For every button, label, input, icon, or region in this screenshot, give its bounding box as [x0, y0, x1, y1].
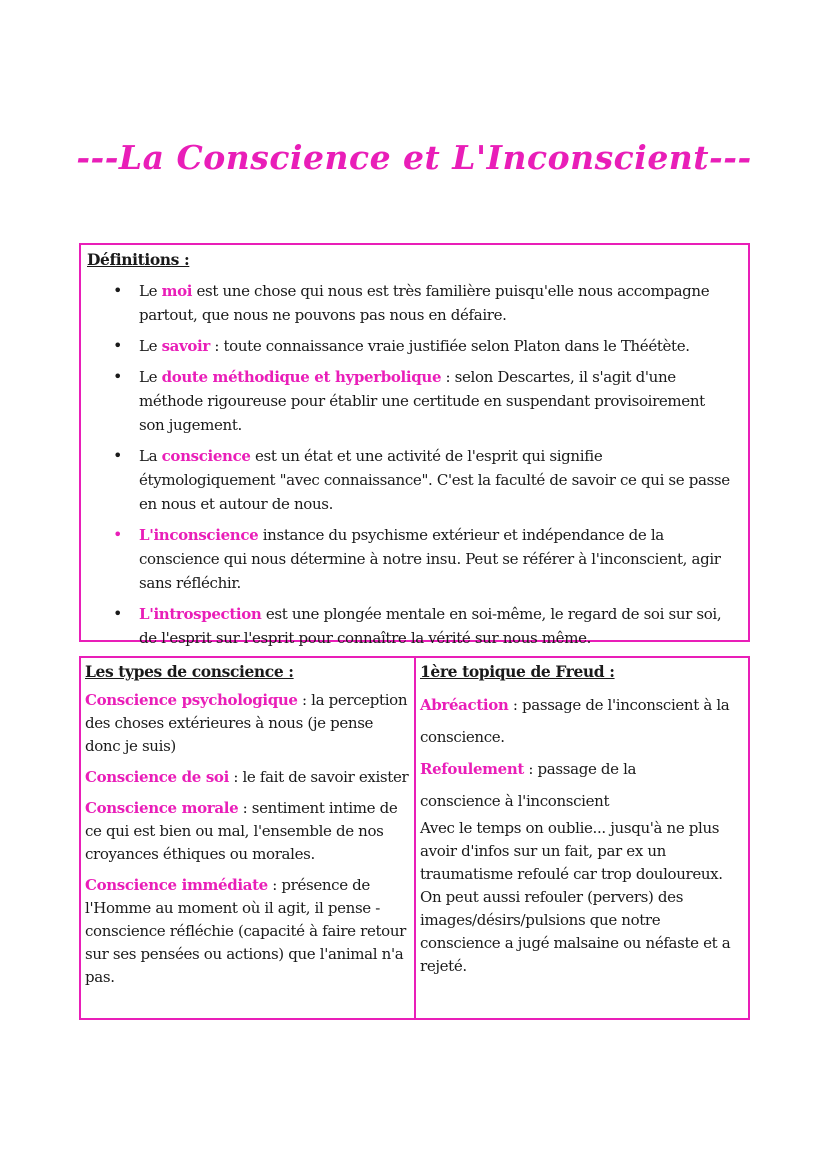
definition-term: savoir: [161, 337, 210, 355]
definitions-box: [79, 243, 750, 647]
definition-term: L'inconscience: [139, 526, 259, 544]
definitions-list: [87, 279, 742, 650]
definition-term: moi: [161, 282, 193, 300]
refoulement-item: Refoulement : passage de la: [420, 760, 637, 778]
type-item: Conscience psychologique : la perception des choses extérieures à nous (je pense donc je suis): [85, 691, 408, 755]
type-term: Conscience morale: [85, 799, 239, 817]
bullet-icon: •: [113, 604, 123, 623]
type-item: Conscience morale : sentiment intime de ce qui est bien ou mal, l'ensemble de nos croyances éthiques ou morales.: [85, 799, 398, 863]
type-term: Conscience immédiate: [85, 876, 268, 894]
definition-term: L'introspection: [139, 605, 262, 623]
definition-item: • L'inconscience instance du psychisme extérieur et indépendance de la conscience qui nous détermine à notre insu. Peut se référer à l'inconscient, agir sans réfléchir.: [113, 525, 721, 592]
type-term: Conscience de soi: [85, 768, 229, 786]
abreaction-item-cont: conscience.: [420, 728, 505, 746]
type-item: Conscience immédiate : présence de l'Homme au moment où il agit, il pense - conscience réfléchie (capacité à faire retour sur ses pensées ou actions) que l'animal n'a pas.: [85, 876, 406, 986]
definition-term: doute méthodique et hyperbolique: [161, 368, 442, 386]
refoulement-item-cont: conscience à l'inconscient: [420, 792, 610, 810]
page-title: ---La Conscience et L'Inconscient---: [76, 138, 752, 177]
abreaction-term: Abréaction: [420, 696, 509, 714]
definition-term: conscience: [161, 447, 251, 465]
definition-item: • L'introspection est une plongée mentale en soi-même, le regard de soi sur soi, de l'esprit sur l'esprit pour connaître la vérité sur nous même.: [113, 604, 722, 647]
definition-item: • Le savoir : toute connaissance vraie justifiée selon Platon dans le Théétète.: [87, 334, 742, 358]
type-item: Conscience de soi : le fait de savoir exister: [85, 768, 409, 786]
bullet-icon: •: [113, 446, 123, 465]
freud-note: Avec le temps on oublie... jusqu'à ne plus avoir d'infos sur un fait, par ex un traumatisme refoulé car trop douloureux. On peut aussi refouler (pervers) des images/désirs/pulsions que notre conscience a jugé malsaine ou néfaste et a rejeté.: [420, 819, 731, 975]
definition-item: • Le doute méthodique et hyperbolique : selon Descartes, il s'agit d'une méthode rigoureuse pour établir une certitude en suspendant provisoirement son jugement.: [113, 367, 705, 434]
freud-column: [416, 658, 748, 1018]
bullet-icon: •: [113, 367, 123, 386]
bullet-icon: •: [113, 525, 123, 544]
types-column: [81, 658, 416, 1018]
abreaction-item: Abréaction : passage de l'inconscient à la: [420, 696, 730, 714]
definitions-heading: Définitions :: [87, 250, 190, 269]
bullet-icon: •: [113, 281, 123, 300]
refoulement-term: Refoulement: [420, 760, 525, 778]
bullet-icon: •: [113, 336, 123, 355]
types-heading: Les types de conscience :: [85, 662, 294, 681]
summary-table: [79, 656, 750, 1020]
definition-item: • La conscience est un état et une activité de l'esprit qui signifie étymologiquement "avec connaissance". C'est la faculté de savoir ce qui se passe en nous et autour de nous.: [113, 446, 730, 513]
definition-item: • Le moi est une chose qui nous est très familière puisqu'elle nous accompagne partout, que nous ne pouvons pas nous en défaire.: [113, 281, 710, 324]
freud-heading: 1ère topique de Freud :: [420, 662, 615, 681]
type-term: Conscience psychologique: [85, 691, 298, 709]
